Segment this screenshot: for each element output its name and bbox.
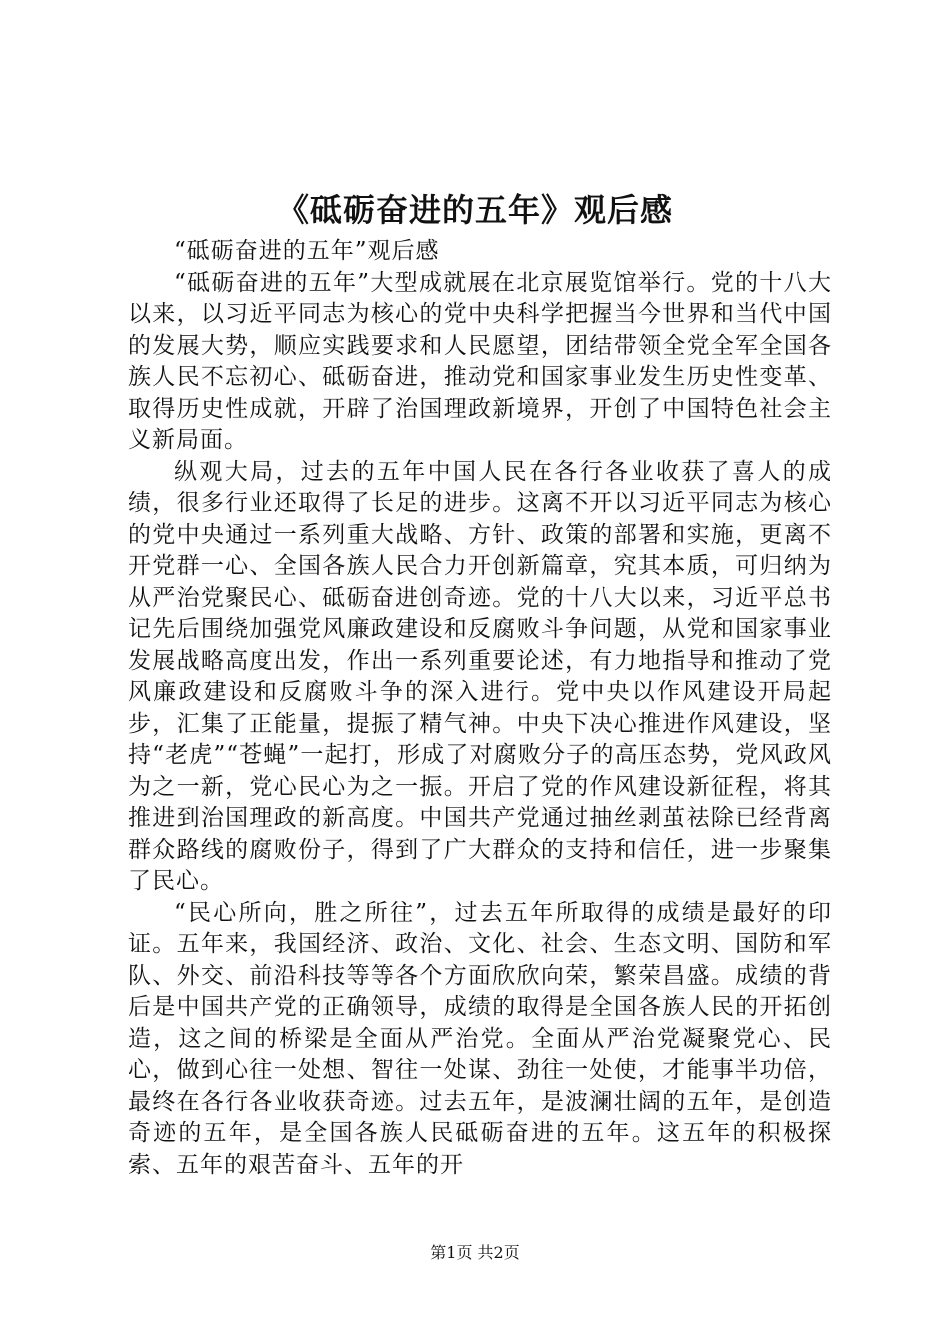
subtitle-paragraph: “砥砺奋进的五年”观后感: [174, 238, 440, 264]
page-number-footer: 第1页 共2页: [430, 1243, 520, 1262]
body-paragraph: “砥砺奋进的五年”大型成就展在北京展览馆举行。党的十八大以来，以习近平同志为核心的党中央科学把握当今世界和当代中国的发展大势，顺应实践要求和人民愿望，团结带领全党全军全国各族人民不忘初心、砥砺奋进，推动党和国家事业发生历史性变革、取得历史性成就，开辟了治国理政新境界，开创了中国特色社会主义新局面。: [128, 269, 832, 453]
document-title: 《砥砺奋进的五年》观后感: [276, 191, 673, 229]
body-paragraph: 纵观大局，过去的五年中国人民在各行各业收获了喜人的成绩，很多行业还取得了长足的进步。这离不开以习近平同志为核心的党中央通过一系列重大战略、方针、政策的部署和实施，更离不开党群一心、全国各族人民合力开创新篇章，究其本质，可归纳为从严治党聚民心、砥砺奋进创奇迹。党的十八大以来，习近平总书记先后围绕加强党风廉政建设和反腐败斗争问题，从党和国家事业发展战略高度出发，作出一系列重要论述，有力地指导和推动了党风廉政建设和反腐败斗争的深入进行。党中央以作风建设开局起步，汇集了正能量，提振了精气神。中央下决心推进作风建设，坚持“老虎”“苍蝇”一起打，形成了对腐败分子的高压态势，党风政风为之一新，党心民心为之一振。开启了党的作风建设新征程，将其推进到治国理政的新高度。中国共产党通过抽丝剥茧祛除已经背离群众路线的腐败份子，得到了广大群众的支持和信任，进一步聚集了民心。: [128, 458, 832, 894]
document-body: [128, 236, 832, 1181]
body-paragraph: “民心所向，胜之所往”，过去五年所取得的成绩是最好的印证。五年来，我国经济、政治、文化、社会、生态文明、国防和军队、外交、前沿科技等等各个方面欣欣向荣，繁荣昌盛。成绩的背后是中国共产党的正确领导，成绩的取得是全国各族人民的开拓创造，这之间的桥梁是全面从严治党。全面从严治党凝聚党心、民心，做到心往一处想、智往一处谋、劲往一处使，才能事半功倍，最终在各行各业收获奇迹。过去五年，是波澜壮阔的五年，是创造奇迹的五年，是全国各族人民砥砺奋进的五年。这五年的积极探索、五年的艰苦奋斗、五年的开: [128, 899, 832, 1178]
